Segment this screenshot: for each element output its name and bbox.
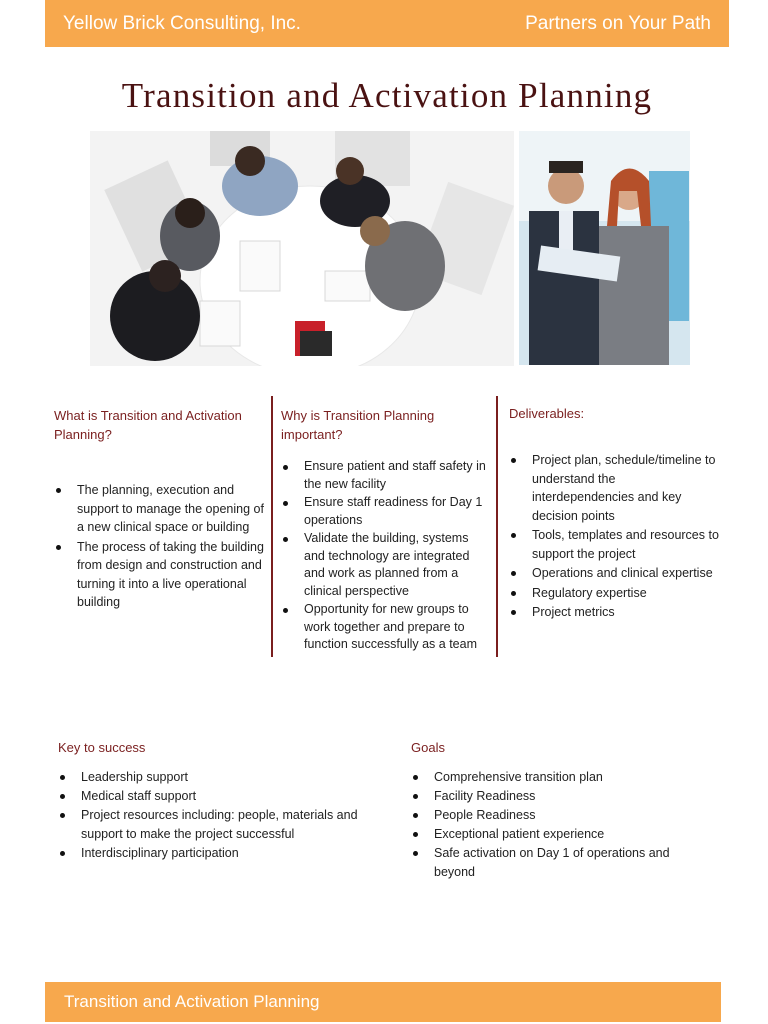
list-item: Facility Readiness bbox=[411, 787, 701, 806]
why-heading: Why is Transition Planning important? bbox=[281, 408, 435, 442]
footer-bar bbox=[45, 982, 721, 1022]
deliverables-section bbox=[509, 404, 719, 623]
list-item: Tools, templates and resources to support the project bbox=[509, 526, 719, 563]
key-list bbox=[58, 768, 358, 863]
list-item: Project resources including: people, materials and support to make the project successful bbox=[58, 806, 358, 844]
deliverables-heading: Deliverables: bbox=[509, 406, 585, 421]
goals-list bbox=[411, 768, 701, 882]
meeting-photo bbox=[90, 131, 514, 366]
list-item: Regulatory expertise bbox=[509, 584, 719, 603]
key-to-success-section bbox=[58, 738, 358, 863]
list-item: Leadership support bbox=[58, 768, 358, 787]
list-item: Ensure staff readiness for Day 1 operations bbox=[281, 494, 491, 529]
list-item: Operations and clinical expertise bbox=[509, 564, 719, 583]
why-list bbox=[281, 458, 491, 654]
list-item: Safe activation on Day 1 of operations and beyond bbox=[411, 844, 701, 882]
tagline: Partners on Your Path bbox=[525, 12, 711, 34]
meeting-photo-illustration bbox=[90, 131, 514, 366]
key-heading: Key to success bbox=[58, 740, 146, 755]
page-title: Transition and Activation Planning bbox=[121, 76, 653, 115]
list-item: Exceptional patient experience bbox=[411, 825, 701, 844]
team-photo-illustration bbox=[519, 131, 690, 365]
deliverables-list bbox=[509, 451, 719, 622]
list-item: Validate the building, systems and technology are integrated and work as planned from a clinical perspective bbox=[281, 530, 491, 600]
list-item: Interdisciplinary participation bbox=[58, 844, 358, 863]
team-photo bbox=[519, 131, 690, 365]
list-item: The process of taking the building from design and construction and turning it into a live operational building bbox=[54, 538, 264, 612]
list-item: Ensure patient and staff safety in the new facility bbox=[281, 458, 491, 493]
list-item: People Readiness bbox=[411, 806, 701, 825]
what-heading: What is Transition and Activation Planning? bbox=[54, 408, 242, 442]
column-divider bbox=[496, 396, 498, 657]
list-item: Opportunity for new groups to work together and prepare to function successfully as a team bbox=[281, 601, 491, 654]
list-item: The planning, execution and support to manage the opening of a new clinical space or building bbox=[54, 481, 264, 537]
company-name: Yellow Brick Consulting, Inc. bbox=[63, 12, 301, 34]
goals-section bbox=[411, 738, 701, 882]
list-item: Medical staff support bbox=[58, 787, 358, 806]
goals-heading: Goals bbox=[411, 740, 445, 755]
what-list bbox=[54, 481, 264, 612]
why-section bbox=[281, 406, 491, 654]
list-item: Project plan, schedule/timeline to understand the interdependencies and key decision points bbox=[509, 451, 719, 525]
footer-text: Transition and Activation Planning bbox=[64, 992, 320, 1011]
what-section bbox=[54, 406, 264, 612]
header-bar bbox=[45, 0, 729, 47]
list-item: Comprehensive transition plan bbox=[411, 768, 701, 787]
list-item: Project metrics bbox=[509, 603, 719, 622]
column-divider bbox=[271, 396, 273, 657]
